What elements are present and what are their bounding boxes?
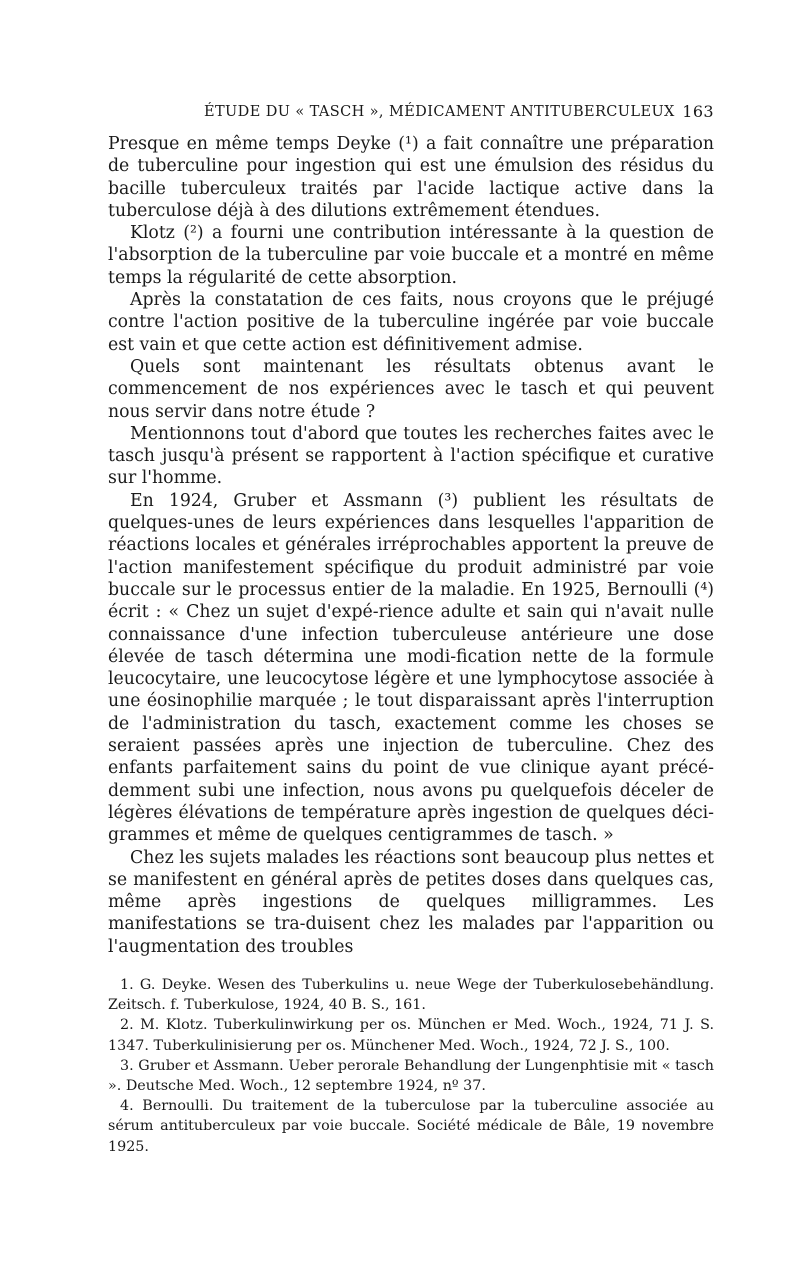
paragraph: Chez les sujets malades les réactions sont beaucoup plus nettes et se manifestent en général après de petites doses dans quelques cas, même après ingestions de quelques milligrammes. Les manifestations se tra-duisent chez les malades par l'apparition ou l'augmentation des troubles: [108, 847, 714, 957]
running-header: [108, 100, 714, 124]
page-number: 163: [682, 102, 714, 121]
paragraph: Quels sont maintenant les résultats obtenus avant le commencement de nos expériences avec le tasch et qui peuvent nous servir dans notre étude ?: [108, 356, 714, 422]
paragraph: Presque en même temps Deyke (¹) a fait connaître une préparation de tuberculine pour ingestion qui est une émulsion des résidus du bacille tuberculeux traités par l'acide lactique active dans la tuberculose déjà à des dilutions extrêmement étendues.: [108, 134, 714, 221]
body-text: [108, 133, 714, 958]
paragraph: En 1924, Gruber et Assmann (³) publient les résultats de quelques-unes de leurs expériences dans lesquelles l'apparition de réactions locales et générales irréprochables apportent la preuve de l'action manifestement spécifique du produit administré par voie buccale sur le processus entier de la maladie. En 1925, Bernoulli (⁴) écrit : « Chez un sujet d'expé-rience adulte et sain qui n'avait nulle connaissance d'une infection tuberculeuse antérieure une dose élevée de tasch détermina une modi-fication nette de la formule leucocytaire, une leucocytose légère et une lymphocytose associée à une éosinophilie marquée ; le tout disparaissant après l'interruption de l'administration du tasch, exactement comme les choses se seraient passées après une injection de tuberculine. Chez des enfants parfaitement sains du point de vue clinique ayant précé-demment subi une infection, nous avons pu quelquefois déceler de légères élévations de température après ingestion de quelques déci-grammes et même de quelques centigrammes de tasch. »: [108, 490, 714, 846]
paragraph: Après la constatation de ces faits, nous croyons que le préjugé contre l'action positive de la tuberculine ingérée par voie buccale est vain et que cette action est définitivement admise.: [108, 290, 714, 355]
footnote: 1. G. Deyke. Wesen des Tuberkulins u. neue Wege der Tuberkulosebehändlung. Zeitsch. f. Tuberkulose, 1924, 40 B. S., 161.: [108, 977, 714, 1014]
footnote: 3. Gruber et Assmann. Ueber perorale Behandlung der Lungenphtisie mit « tasch ». Deutsche Med. Woch., 12 septembre 1924, nº 37.: [108, 1057, 714, 1095]
footnote: 4. Bernoulli. Du traitement de la tuberculose par la tuberculine associée au sérum antituberculeux par voie buccale. Société médicale de Bâle, 19 novembre 1925.: [108, 1098, 714, 1155]
running-title: ÉTUDE DU « TASCH », MÉDICAMENT ANTITUBERCULEUX: [204, 104, 675, 120]
paragraph: Mentionnons tout d'abord que toutes les recherches faites avec le tasch jusqu'à présent se rapportent à l'action spécifique et curative sur l'homme.: [108, 423, 714, 489]
footnotes: [108, 975, 714, 1157]
footnote: 2. M. Klotz. Tuberkulinwirkung per os. München er Med. Woch., 1924, 71 J. S. 1347. Tuberkulinisierung per os. Münchener Med. Woch., 1924, 72 J. S., 100.: [108, 1017, 714, 1054]
paragraph: Klotz (²) a fourni une contribution intéressante à la question de l'absorption de la tuberculine par voie buccale et a montré en même temps la régularité de cette absorption.: [108, 223, 714, 288]
